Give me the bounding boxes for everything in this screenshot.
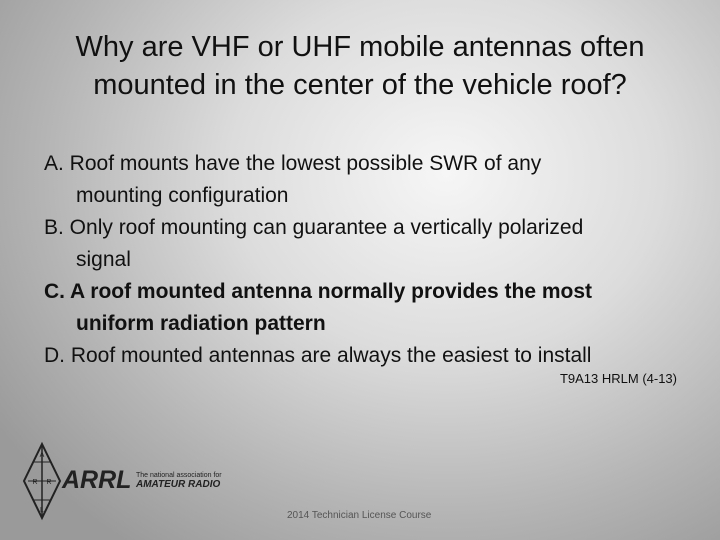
answer-c-line-1: C. A roof mounted antenna normally provides the most (44, 280, 592, 303)
tower-letter-l: L (40, 507, 44, 514)
answer-a (44, 148, 694, 212)
arrl-tagline-line-1: The national association for (136, 472, 222, 479)
answer-c-line-2: uniform radiation pattern (76, 312, 326, 335)
tower-letter-a: A (39, 452, 45, 459)
arrl-tagline-line-2: AMATEUR RADIO (136, 479, 221, 490)
answer-d (44, 340, 694, 372)
question-title-line-1: Why are VHF or UHF mobile antennas often (75, 31, 645, 63)
answer-b-line-1: B. Only roof mounting can guarantee a vertically polarized (44, 216, 584, 239)
question-reference: T9A13 HRLM (4-13) (559, 371, 677, 386)
arrl-brand: ARRL (62, 466, 132, 494)
answer-c-correct (44, 276, 694, 340)
question-title-line-2: mounted in the center of the vehicle roof? (93, 69, 627, 101)
answer-d-line-1: D. Roof mounted antennas are always the easiest to install (44, 344, 592, 367)
tower-letter-r2: R (46, 479, 52, 486)
tower-letter-r1: R (32, 479, 38, 486)
answer-b (44, 212, 694, 276)
question-title (20, 28, 700, 104)
answer-a-line-1: A. Roof mounts have the lowest possible SWR of any (44, 152, 542, 175)
arrl-diamond-tower-icon (24, 444, 60, 518)
answer-list (44, 148, 694, 372)
footer-course-name: 2014 Technician License Course (287, 510, 432, 521)
arrl-tagline (136, 472, 246, 490)
answer-b-line-2: signal (76, 248, 131, 271)
answer-a-line-2: mounting configuration (76, 184, 289, 207)
